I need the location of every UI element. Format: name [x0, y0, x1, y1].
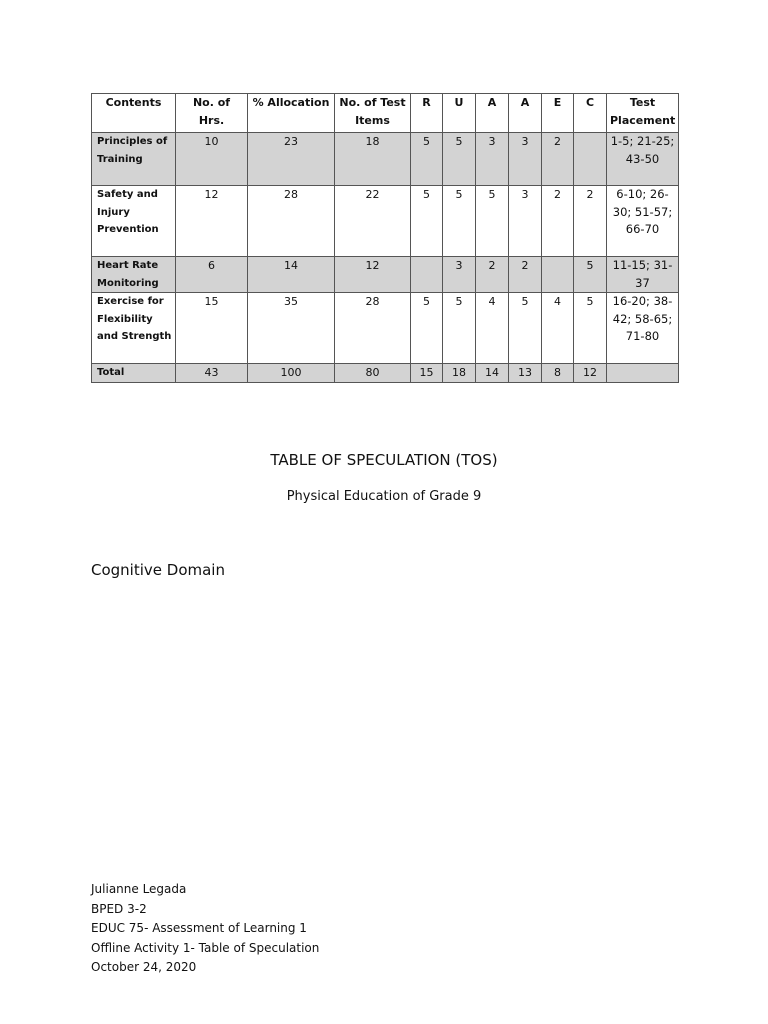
- total-a1: 14: [476, 364, 509, 383]
- total-allocation: 100: [248, 364, 335, 383]
- header-e: E: [542, 94, 574, 133]
- row-a2: 3: [509, 186, 542, 257]
- row-test-items: 12: [335, 257, 411, 293]
- row-hours: 12: [176, 186, 248, 257]
- total-r: 15: [411, 364, 443, 383]
- header-a2: A: [509, 94, 542, 133]
- row-test-items: 18: [335, 133, 411, 186]
- row-test-placement: 6-10; 26-30; 51-57; 66-70: [607, 186, 679, 257]
- total-u: 18: [443, 364, 476, 383]
- row-c: 5: [574, 257, 607, 293]
- row-e: [542, 257, 574, 293]
- row-r: 5: [411, 133, 443, 186]
- author-name: Julianne Legada: [91, 882, 187, 896]
- row-c: 2: [574, 186, 607, 257]
- header-u: U: [443, 94, 476, 133]
- header-r: R: [411, 94, 443, 133]
- table-row: [92, 293, 679, 364]
- total-test-placement: [607, 364, 679, 383]
- header-test-placement: Test Placement: [607, 94, 679, 133]
- row-test-placement: 1-5; 21-25; 43-50: [607, 133, 679, 186]
- total-e: 8: [542, 364, 574, 383]
- tos-table: [91, 93, 679, 383]
- table-row: [92, 186, 679, 257]
- row-a1: 2: [476, 257, 509, 293]
- table-total-row: [92, 364, 679, 383]
- row-u: 5: [443, 133, 476, 186]
- row-e: 2: [542, 186, 574, 257]
- row-u: 5: [443, 293, 476, 364]
- total-a2: 13: [509, 364, 542, 383]
- row-a1: 5: [476, 186, 509, 257]
- header-c: C: [574, 94, 607, 133]
- row-content: Safety and Injury Prevention: [92, 186, 176, 257]
- row-u: 3: [443, 257, 476, 293]
- row-content: Heart Rate Monitoring: [92, 257, 176, 293]
- row-a2: 5: [509, 293, 542, 364]
- row-hours: 6: [176, 257, 248, 293]
- row-r: 5: [411, 293, 443, 364]
- row-allocation: 28: [248, 186, 335, 257]
- row-e: 4: [542, 293, 574, 364]
- table-header-row: [92, 94, 679, 133]
- total-c: 12: [574, 364, 607, 383]
- header-hours: No. of Hrs.: [176, 94, 248, 133]
- author-date: October 24, 2020: [91, 960, 197, 974]
- document-title: TABLE OF SPECULATION (TOS): [270, 451, 498, 469]
- row-allocation: 35: [248, 293, 335, 364]
- header-a1: A: [476, 94, 509, 133]
- author-block: [91, 880, 319, 978]
- row-test-placement: 11-15; 31-37: [607, 257, 679, 293]
- row-c: [574, 133, 607, 186]
- author-course: EDUC 75- Assessment of Learning 1: [91, 921, 307, 935]
- author-section: BPED 3-2: [91, 901, 147, 916]
- document-subtitle: Physical Education of Grade 9: [286, 489, 482, 504]
- row-allocation: 14: [248, 257, 335, 293]
- row-e: 2: [542, 133, 574, 186]
- header-contents: Contents: [92, 94, 176, 133]
- row-a1: 4: [476, 293, 509, 364]
- row-c: 5: [574, 293, 607, 364]
- row-a2: 3: [509, 133, 542, 186]
- row-test-items: 22: [335, 186, 411, 257]
- row-test-placement: 16-20; 38-42; 58-65; 71-80: [607, 293, 679, 364]
- row-hours: 15: [176, 293, 248, 364]
- table-row: [92, 133, 679, 186]
- total-label: Total: [92, 364, 176, 383]
- total-test-items: 80: [335, 364, 411, 383]
- row-a2: 2: [509, 257, 542, 293]
- table-row: [92, 257, 679, 293]
- row-content: Exercise for Flexibility and Strength: [92, 293, 176, 364]
- header-allocation: % Allocation: [248, 94, 335, 133]
- row-content: Principles of Training: [92, 133, 176, 186]
- header-test-items: No. of Test Items: [335, 94, 411, 133]
- row-a1: 3: [476, 133, 509, 186]
- author-activity: Offline Activity 1- Table of Speculation: [91, 940, 320, 955]
- row-hours: 10: [176, 133, 248, 186]
- row-u: 5: [443, 186, 476, 257]
- row-r: 5: [411, 186, 443, 257]
- total-hours: 43: [176, 364, 248, 383]
- row-test-items: 28: [335, 293, 411, 364]
- section-heading: Cognitive Domain: [91, 561, 225, 579]
- row-allocation: 23: [248, 133, 335, 186]
- row-r: [411, 257, 443, 293]
